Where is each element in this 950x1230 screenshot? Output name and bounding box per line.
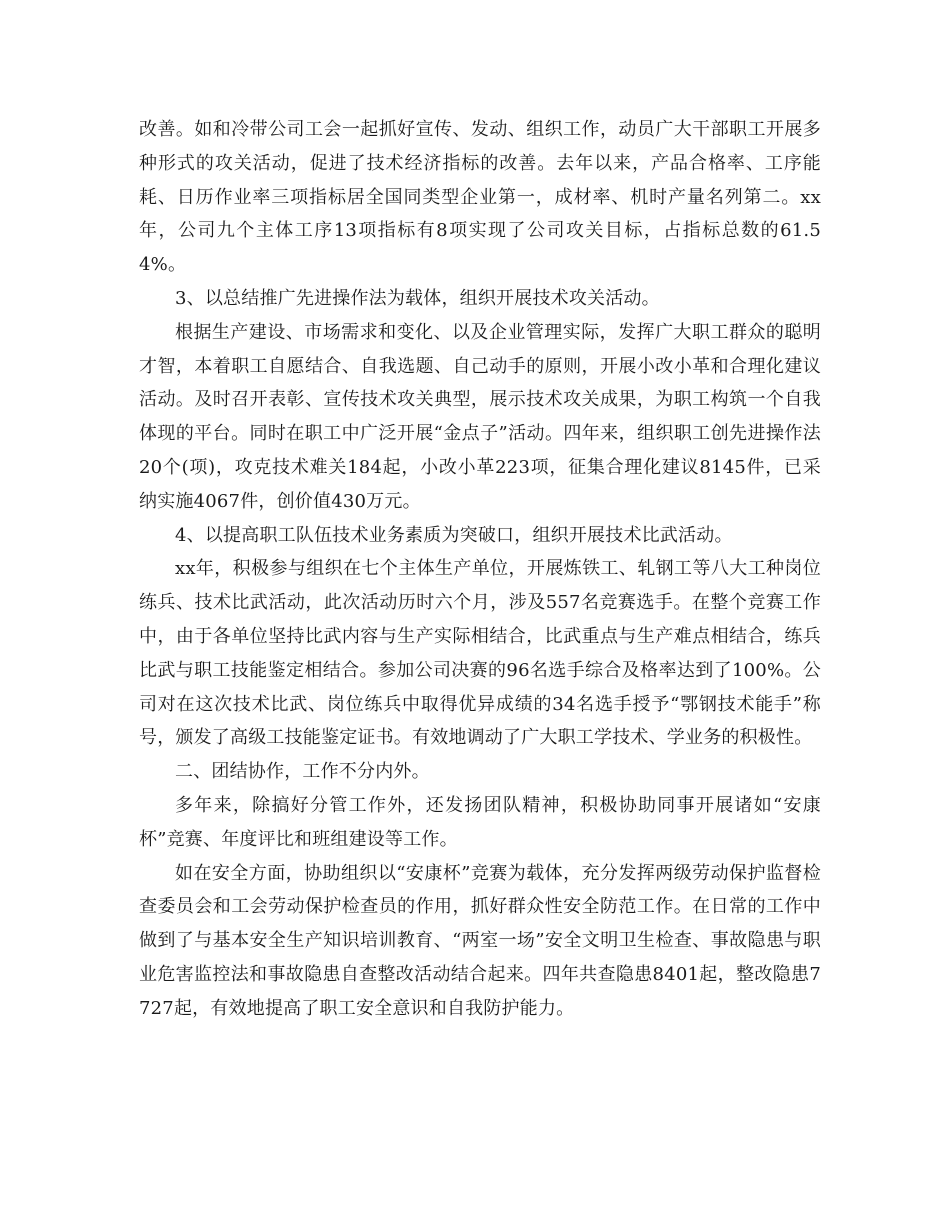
section-heading-2: 二、团结协作，工作不分内外。 [175, 761, 430, 783]
document-body [139, 113, 821, 1026]
paragraph-heading-3: 3、以总结推广先进操作法为载体，组织开展技术攻关活动。 [175, 287, 660, 309]
paragraph-competition: xx年，积极参与组织在七个主体生产单位，开展炼铁工、轧钢工等八大工种岗位练兵、技术比武活动，此次活动历时六个月，涉及557名竞赛选手。在整个竞赛工作中，由于各单位坚持比武内容与生产实际相结合，比武重点与生产难点相结合，练兵比武与职工技能鉴定相结合。参加公司决赛的96名选手综合及格率达到了100%。公司对在这次技术比武、岗位练兵中取得优异成绩的34名选手授予“鄂钢技术能手”称号，颁发了高级工技能鉴定证书。有效地调动了广大职工学技术、学业务的积极性。 [139, 558, 821, 749]
paragraph-continuation: 改善。如和冷带公司工会一起抓好宣传、发动、组织工作，动员广大干部职工开展多种形式的攻关活动，促进了技术经济指标的改善。去年以来，产品合格率、工序能耗、日历作业率三项指标居全国同类型企业第一，成材率、机时产量名列第二。xx年，公司九个主体工序13项指标有8项实现了公司攻关目标，占指标总数的61.54%。 [139, 119, 821, 276]
paragraph-suggestions: 根据生产建设、市场需求和变化、以及企业管理实际，发挥广大职工群众的聪明才智，本着职工自愿结合、自我选题、自己动手的原则，开展小改小革和合理化建议活动。及时召开表彰、宣传技术攻关典型，展示技术攻关成果，为职工构筑一个自我体现的平台。同时在职工中广泛开展“金点子”活动。四年来，组织职工创先进操作法20个(项)，攻克技术难关184起，小改小革223项，征集合理化建议8145件，已采纳实施4067件，创价值430万元。 [139, 321, 821, 512]
paragraph-heading-4: 4、以提高职工队伍技术业务素质为突破口，组织开展技术比武活动。 [175, 524, 733, 546]
paragraph-safety: 如在安全方面，协助组织以“安康杯”竞赛为载体，充分发挥两级劳动保护监督检查委员会和工会劳动保护检查员的作用，抓好群众性安全防范工作。在日常的工作中做到了与基本安全生产知识培训教育、“两室一场”安全文明卫生检查、事故隐患与职业危害监控法和事故隐患自查整改活动结合起来。四年共查隐患8401起，整改隐患7727起，有效地提高了职工安全意识和自我防护能力。 [139, 862, 821, 1019]
paragraph-teamwork: 多年来，除搞好分管工作外，还发扬团队精神，积极协助同事开展诸如“安康杯”竞赛、年度评比和班组建设等工作。 [139, 794, 821, 850]
